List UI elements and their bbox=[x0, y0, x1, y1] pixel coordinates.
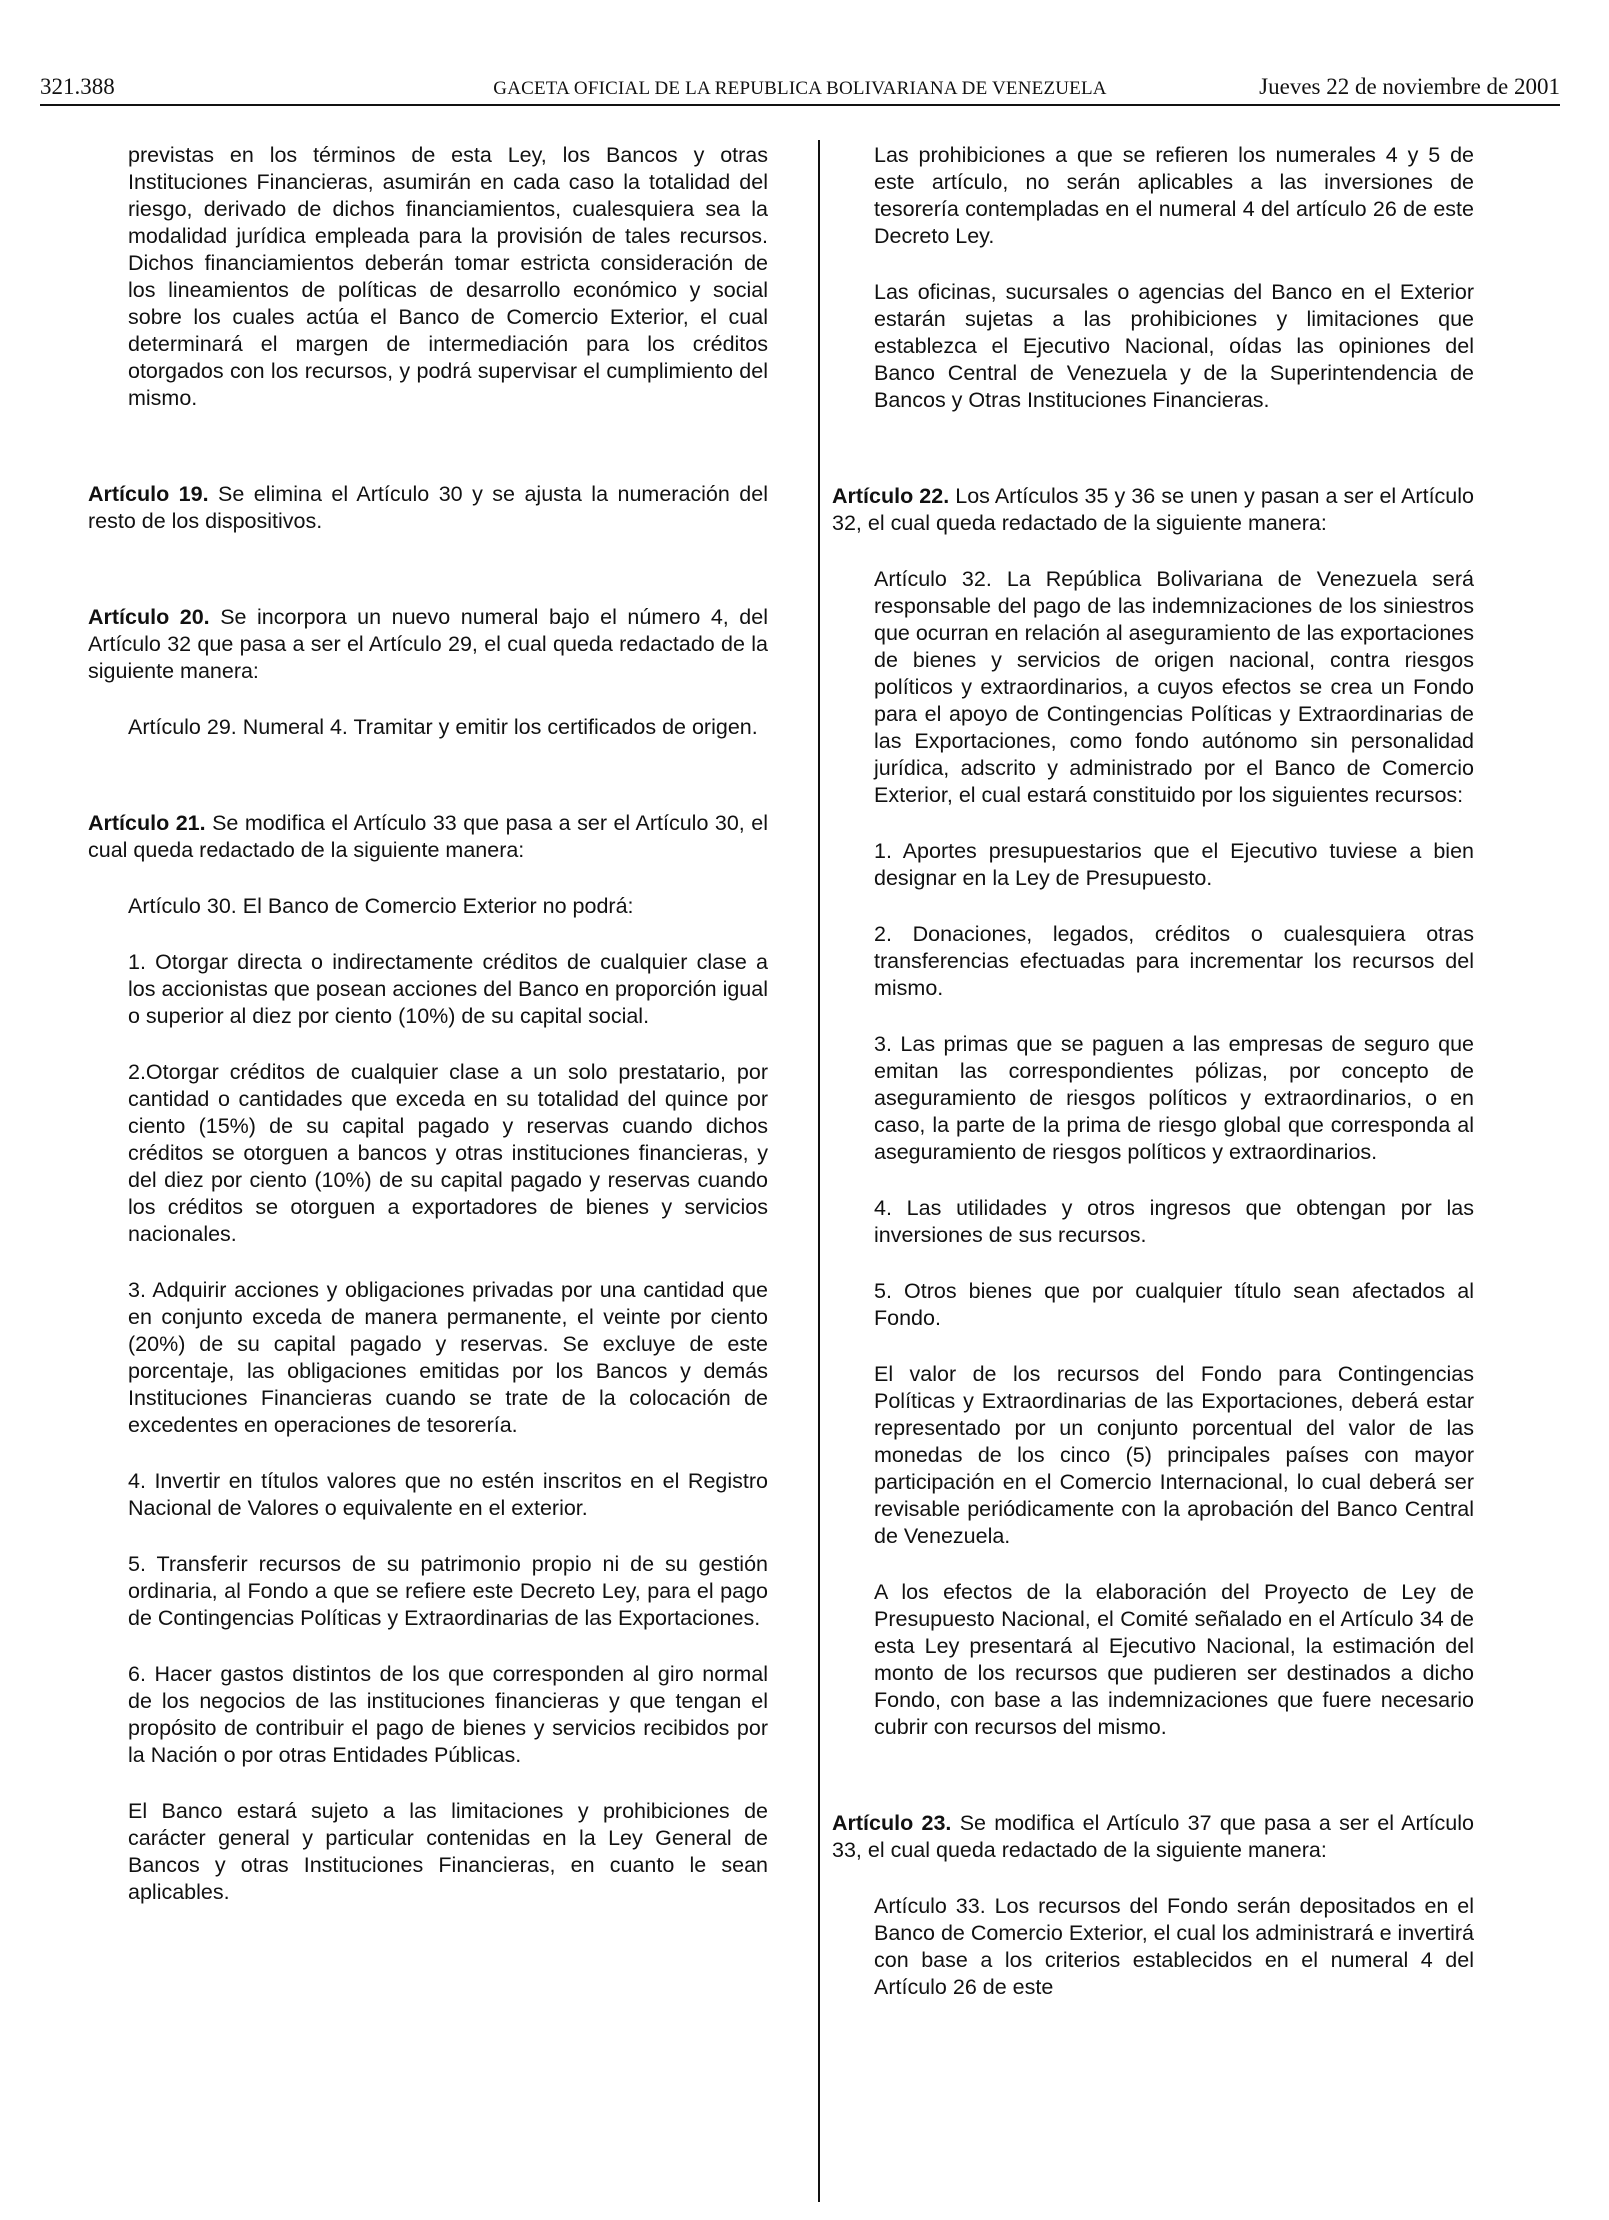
gazette-title: GACETA OFICIAL DE LA REPUBLICA BOLIVARIANA DE VENEZUELA bbox=[493, 78, 1107, 99]
article-30-closing: El Banco estará sujeto a las limitaciones y prohibiciones de carácter general y particular contenidas en la Ley General de Bancos y otras Instituciones Financieras, en cuanto le sean aplicables. bbox=[128, 1799, 768, 1904]
article-30-item-1: 1. Otorgar directa o indirectamente créditos de cualquier clase a los accionistas que posean acciones del Banco en proporción igual o superior al diez por ciento (10%) de su capital social. bbox=[128, 950, 768, 1028]
page-header bbox=[40, 70, 1560, 106]
article-22-heading: Artículo 22. bbox=[832, 484, 950, 508]
article-20-heading: Artículo 20. bbox=[88, 605, 210, 629]
article-20-quote: Artículo 29. Numeral 4. Tramitar y emitir los certificados de origen. bbox=[128, 715, 758, 739]
article-21-text: Se modifica el Artículo 33 que pasa a ser el Artículo 30, el cual queda redactado de la siguiente manera: bbox=[88, 811, 768, 862]
intro-paragraph: previstas en los términos de esta Ley, los Bancos y otras Instituciones Financieras, asumirán en cada caso la totalidad del riesgo, derivado de dichos financiamientos, cualesquiera sea la modalidad jurídica empleada para la provisión de tales recursos. Dichos financiamientos deberán tomar estricta consideración de los lineamientos de políticas de desarrollo económico y social sobre los cuales actúa el Banco de Comercio Exterior, el cual determinará el margen de intermediación para los créditos otorgados con los recursos, y podrá supervisar el cumplimiento del mismo. bbox=[128, 143, 768, 410]
article-30-item-2: 2.Otorgar créditos de cualquier clase a un solo prestatario, por cantidad o cantidades que exceda en su totalidad del quince por ciento (15%) de su capital pagado y reservas cuando dichos créditos se otorguen a bancos y otras instituciones financieras, y del diez por ciento (10%) de su capital pagado y reservas cuando los créditos se otorguen a exportadores de bienes y servicios nacionales. bbox=[128, 1060, 768, 1246]
article-19 bbox=[88, 481, 768, 535]
article-19-text: Se elimina el Artículo 30 y se ajusta la numeración del resto de los dispositivos. bbox=[88, 482, 768, 533]
article-30-item-6: 6. Hacer gastos distintos de los que corresponden al giro normal de los negocios de las instituciones financieras y que tengan el propósito de contribuir el pago de bienes y servicios recibidos por la Nación o por otras Entidades Públicas. bbox=[128, 1662, 768, 1767]
column-divider bbox=[818, 140, 820, 2202]
right-column bbox=[832, 142, 1474, 2030]
article-21-heading: Artículo 21. bbox=[88, 811, 206, 835]
article-30-continuation-2: Las oficinas, sucursales o agencias del Banco en el Exterior estarán sujetas a las prohibiciones y limitaciones que establezca el Ejecutivo Nacional, oídas las opiniones del Banco Central de Venezuela y de la Superintendencia de Bancos y Otras Instituciones Financieras. bbox=[874, 280, 1474, 412]
article-21 bbox=[88, 810, 768, 864]
article-32-item-5: 5. Otros bienes que por cualquier título sean afectados al Fondo. bbox=[874, 1279, 1474, 1330]
article-32-item-2: 2. Donaciones, legados, créditos o cualesquiera otras transferencias efectuadas para incrementar los recursos del mismo. bbox=[874, 922, 1474, 1000]
article-30-item-3: 3. Adquirir acciones y obligaciones privadas por una cantidad que en conjunto exceda de manera permanente, el veinte por ciento (20%) de su capital pagado y reservas. Se excluye de este porcentaje, las obligaciones emitidas por los Bancos y demás Instituciones Financieras cuando se trate de la colocación de excedentes en operaciones de tesorería. bbox=[128, 1278, 768, 1437]
article-23 bbox=[832, 1810, 1474, 1864]
article-23-heading: Artículo 23. bbox=[832, 1811, 952, 1835]
article-32-budget: A los efectos de la elaboración del Proyecto de Ley de Presupuesto Nacional, el Comité señalado en el Artículo 34 de esta Ley presentará al Ejecutivo Nacional, la estimación del monto de los recursos que pudieren ser destinados a dicho Fondo, con base a las indemnizaciones que fuere necesario cubrir con recursos del mismo. bbox=[874, 1580, 1474, 1739]
article-22-text: Los Artículos 35 y 36 se unen y pasan a ser el Artículo 32, el cual queda redactado de la siguiente manera: bbox=[832, 484, 1474, 535]
article-30-intro: Artículo 30. El Banco de Comercio Exterior no podrá: bbox=[128, 894, 634, 918]
article-32-item-1: 1. Aportes presupuestarios que el Ejecutivo tuviese a bien designar en la Ley de Presupuesto. bbox=[874, 839, 1474, 890]
article-30-item-4: 4. Invertir en títulos valores que no estén inscritos en el Registro Nacional de Valores o equivalente en el exterior. bbox=[128, 1469, 768, 1520]
article-30-item-5: 5. Transferir recursos de su patrimonio propio ni de su gestión ordinaria, al Fondo a que se refiere este Decreto Ley, para el pago de Contingencias Políticas y Extraordinarias de las Exportaciones. bbox=[128, 1552, 768, 1630]
article-32-item-3: 3. Las primas que se paguen a las empresas de seguro que emitan las correspondientes pólizas, por concepto de aseguramiento de riesgos políticos y extraordinarios, o en caso, la parte de la prima de riesgo global que corresponda al aseguramiento de riesgos políticos y extraordinarios. bbox=[874, 1032, 1474, 1164]
article-20 bbox=[88, 604, 768, 685]
article-32-item-4: 4. Las utilidades y otros ingresos que obtengan por las inversiones de sus recursos. bbox=[874, 1196, 1474, 1247]
article-20-text: Se incorpora un nuevo numeral bajo el número 4, del Artículo 32 que pasa a ser el Artículo 29, el cual queda redactado de la siguiente manera: bbox=[88, 605, 768, 683]
article-19-heading: Artículo 19. bbox=[88, 482, 209, 506]
page-number: 321.388 bbox=[40, 74, 115, 99]
article-32-intro: Artículo 32. La República Bolivariana de Venezuela será responsable del pago de las indemnizaciones de los siniestros que ocurran en relación al aseguramiento de las exportaciones de bienes y servicios de origen nacional, contra riesgos políticos y extraordinarios, a cuyos efectos se crea un Fondo para el apoyo de Contingencias Políticas y Extraordinarias de las Exportaciones, como fondo autónomo sin personalidad jurídica, adscrito y administrado por el Banco de Comercio Exterior, el cual estará constituido por los siguientes recursos: bbox=[874, 567, 1474, 807]
article-32-fund-value: El valor de los recursos del Fondo para Contingencias Políticas y Extraordinarias de las Exportaciones, deberá estar representado por un conjunto porcentual del valor de las monedas de los cinco (5) principales países con mayor participación en el Comercio Internacional, lo cual deberá ser revisable periódicamente con la aprobación del Banco Central de Venezuela. bbox=[874, 1362, 1474, 1548]
article-22 bbox=[832, 483, 1474, 537]
left-column bbox=[88, 142, 768, 1935]
publication-date: Jueves 22 de noviembre de 2001 bbox=[1259, 74, 1560, 99]
article-30-continuation-1: Las prohibiciones a que se refieren los numerales 4 y 5 de este artículo, no serán aplicables a las inversiones de tesorería contempladas en el numeral 4 del artículo 26 de este Decreto Ley. bbox=[874, 143, 1474, 248]
article-33-quote: Artículo 33. Los recursos del Fondo serán depositados en el Banco de Comercio Exterior, el cual los administrará e invertirá con base a los criterios establecidos en el numeral 4 del Artículo 26 de este bbox=[874, 1894, 1474, 1999]
article-23-text: Se modifica el Artículo 37 que pasa a ser el Artículo 33, el cual queda redactado de la siguiente manera: bbox=[832, 1811, 1474, 1862]
